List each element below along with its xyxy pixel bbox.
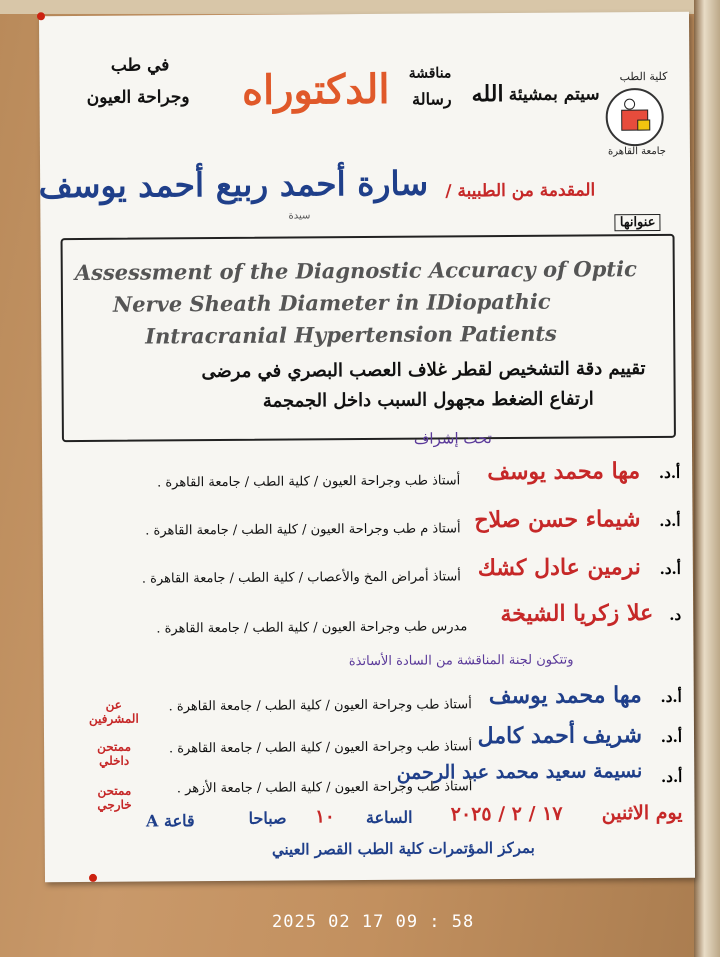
committee-role: ممتحن داخلي xyxy=(97,739,132,768)
schedule-hall: قاعة A xyxy=(145,811,195,831)
field-line-2: وجراحة العيون xyxy=(86,87,190,108)
committee-name: مها محمد يوسف xyxy=(488,682,642,710)
thesis-defense-poster xyxy=(39,12,695,883)
committee-role: ممتحن خارجي xyxy=(97,783,132,812)
degree-title: الدكتوراه xyxy=(241,65,390,114)
faculty-logo xyxy=(599,70,668,162)
committee-role: عن المشرفين xyxy=(88,697,139,726)
supervisor-name: نرمين عادل كشك xyxy=(477,554,641,582)
committee-heading: وتتكون لجنة المناقشة من السادة الأساتذة xyxy=(348,652,574,670)
supervisor-prefix: أ.د. xyxy=(659,511,681,530)
field-line-1: في طب xyxy=(110,55,170,76)
committee-desc: أستاذ طب وجراحة العيون / كلية الطب / جامعة الأزهر . xyxy=(176,779,473,797)
pin-icon xyxy=(89,874,97,882)
title-en-line-1: Assessment of the Diagnostic Accuracy of Optic xyxy=(74,256,637,286)
committee-desc: أستاذ طب وجراحة العيون / كلية الطب / جامعة القاهرة . xyxy=(168,739,473,757)
supervisor-prefix: أ.د. xyxy=(658,463,681,482)
logo-bottom-text: جامعة القاهرة xyxy=(607,145,666,158)
supervisor-name: شيماء حسن صلاح xyxy=(474,506,641,534)
presenter-tag: سيدة xyxy=(288,210,311,222)
schedule-time: ١٠ xyxy=(315,806,335,828)
supervisor-name: مها محمد يوسف xyxy=(487,458,641,486)
risala-text: رسالة xyxy=(412,89,452,109)
supervisor-desc: مدرس طب وجراحة العيون / كلية الطب / جامعة القاهرة . xyxy=(156,619,468,637)
supervision-heading: تحت إشراف xyxy=(413,429,493,448)
presenter-label: المقدمة من الطبيبة / xyxy=(445,180,596,202)
intro-text: سيتم بمشيئة xyxy=(508,84,600,106)
schedule-period: صباحا xyxy=(248,808,287,828)
supervisor-desc: أستاذ م طب وجراحة العيون / كلية الطب / جامعة القاهرة . xyxy=(145,521,461,539)
committee-name: نسيمة سعيد محمد عبد الرحمن xyxy=(396,760,643,784)
title-en-line-2: Nerve Sheath Diameter in IDiopathic xyxy=(112,288,551,317)
schedule-time-label: الساعة xyxy=(365,807,413,828)
schedule-date: ١٧ / ٢ / ٢٠٢٥ xyxy=(450,802,563,826)
supervisor-name: علا زكريا الشيخة xyxy=(500,600,654,628)
schedule-day: يوم الاثنين xyxy=(601,801,683,825)
committee-prefix: أ.د. xyxy=(660,767,683,786)
committee-name: شريف أحمد كامل xyxy=(477,722,643,750)
photo-timestamp: 2025 02 17 09 : 58 xyxy=(272,912,475,932)
committee-desc: أستاذ طب وجراحة العيون / كلية الطب / جامعة القاهرة . xyxy=(168,697,472,715)
supervisor-prefix: د. xyxy=(669,605,682,624)
title-en-line-3: Intracranial Hypertension Patients xyxy=(145,320,557,349)
committee-prefix: أ.د. xyxy=(660,727,683,746)
supervisor-desc: أستاذ طب وجراحة العيون / كلية الطب / جامعة القاهرة . xyxy=(157,473,461,491)
title-ar-line-2: ارتفاع الضغط مجهول السبب داخل الجمجمة xyxy=(262,388,594,412)
committee-prefix: أ.د. xyxy=(660,687,682,706)
allah-text: الله xyxy=(471,81,504,108)
logo-emblem xyxy=(606,88,664,146)
door-frame xyxy=(694,0,720,957)
thesis-title-box xyxy=(61,234,676,442)
munaqasha-text: مناقشة xyxy=(408,65,452,82)
supervisor-prefix: أ.د. xyxy=(659,559,681,578)
pin-icon xyxy=(37,12,45,20)
presenter-name: سارة أحمد ربيع أحمد يوسف xyxy=(38,163,429,206)
supervisor-desc: أستاذ أمراض المخ والأعصاب / كلية الطب / جامعة القاهرة . xyxy=(141,569,461,587)
title-badge: عنوانها xyxy=(615,214,661,231)
title-ar-line-1: تقييم دقة التشخيص لقطر غلاف العصب البصري في مرضى xyxy=(201,358,646,383)
logo-top-text: كلية الطب xyxy=(619,69,668,84)
schedule-venue: بمركز المؤتمرات كلية الطب القصر العيني xyxy=(271,838,535,859)
